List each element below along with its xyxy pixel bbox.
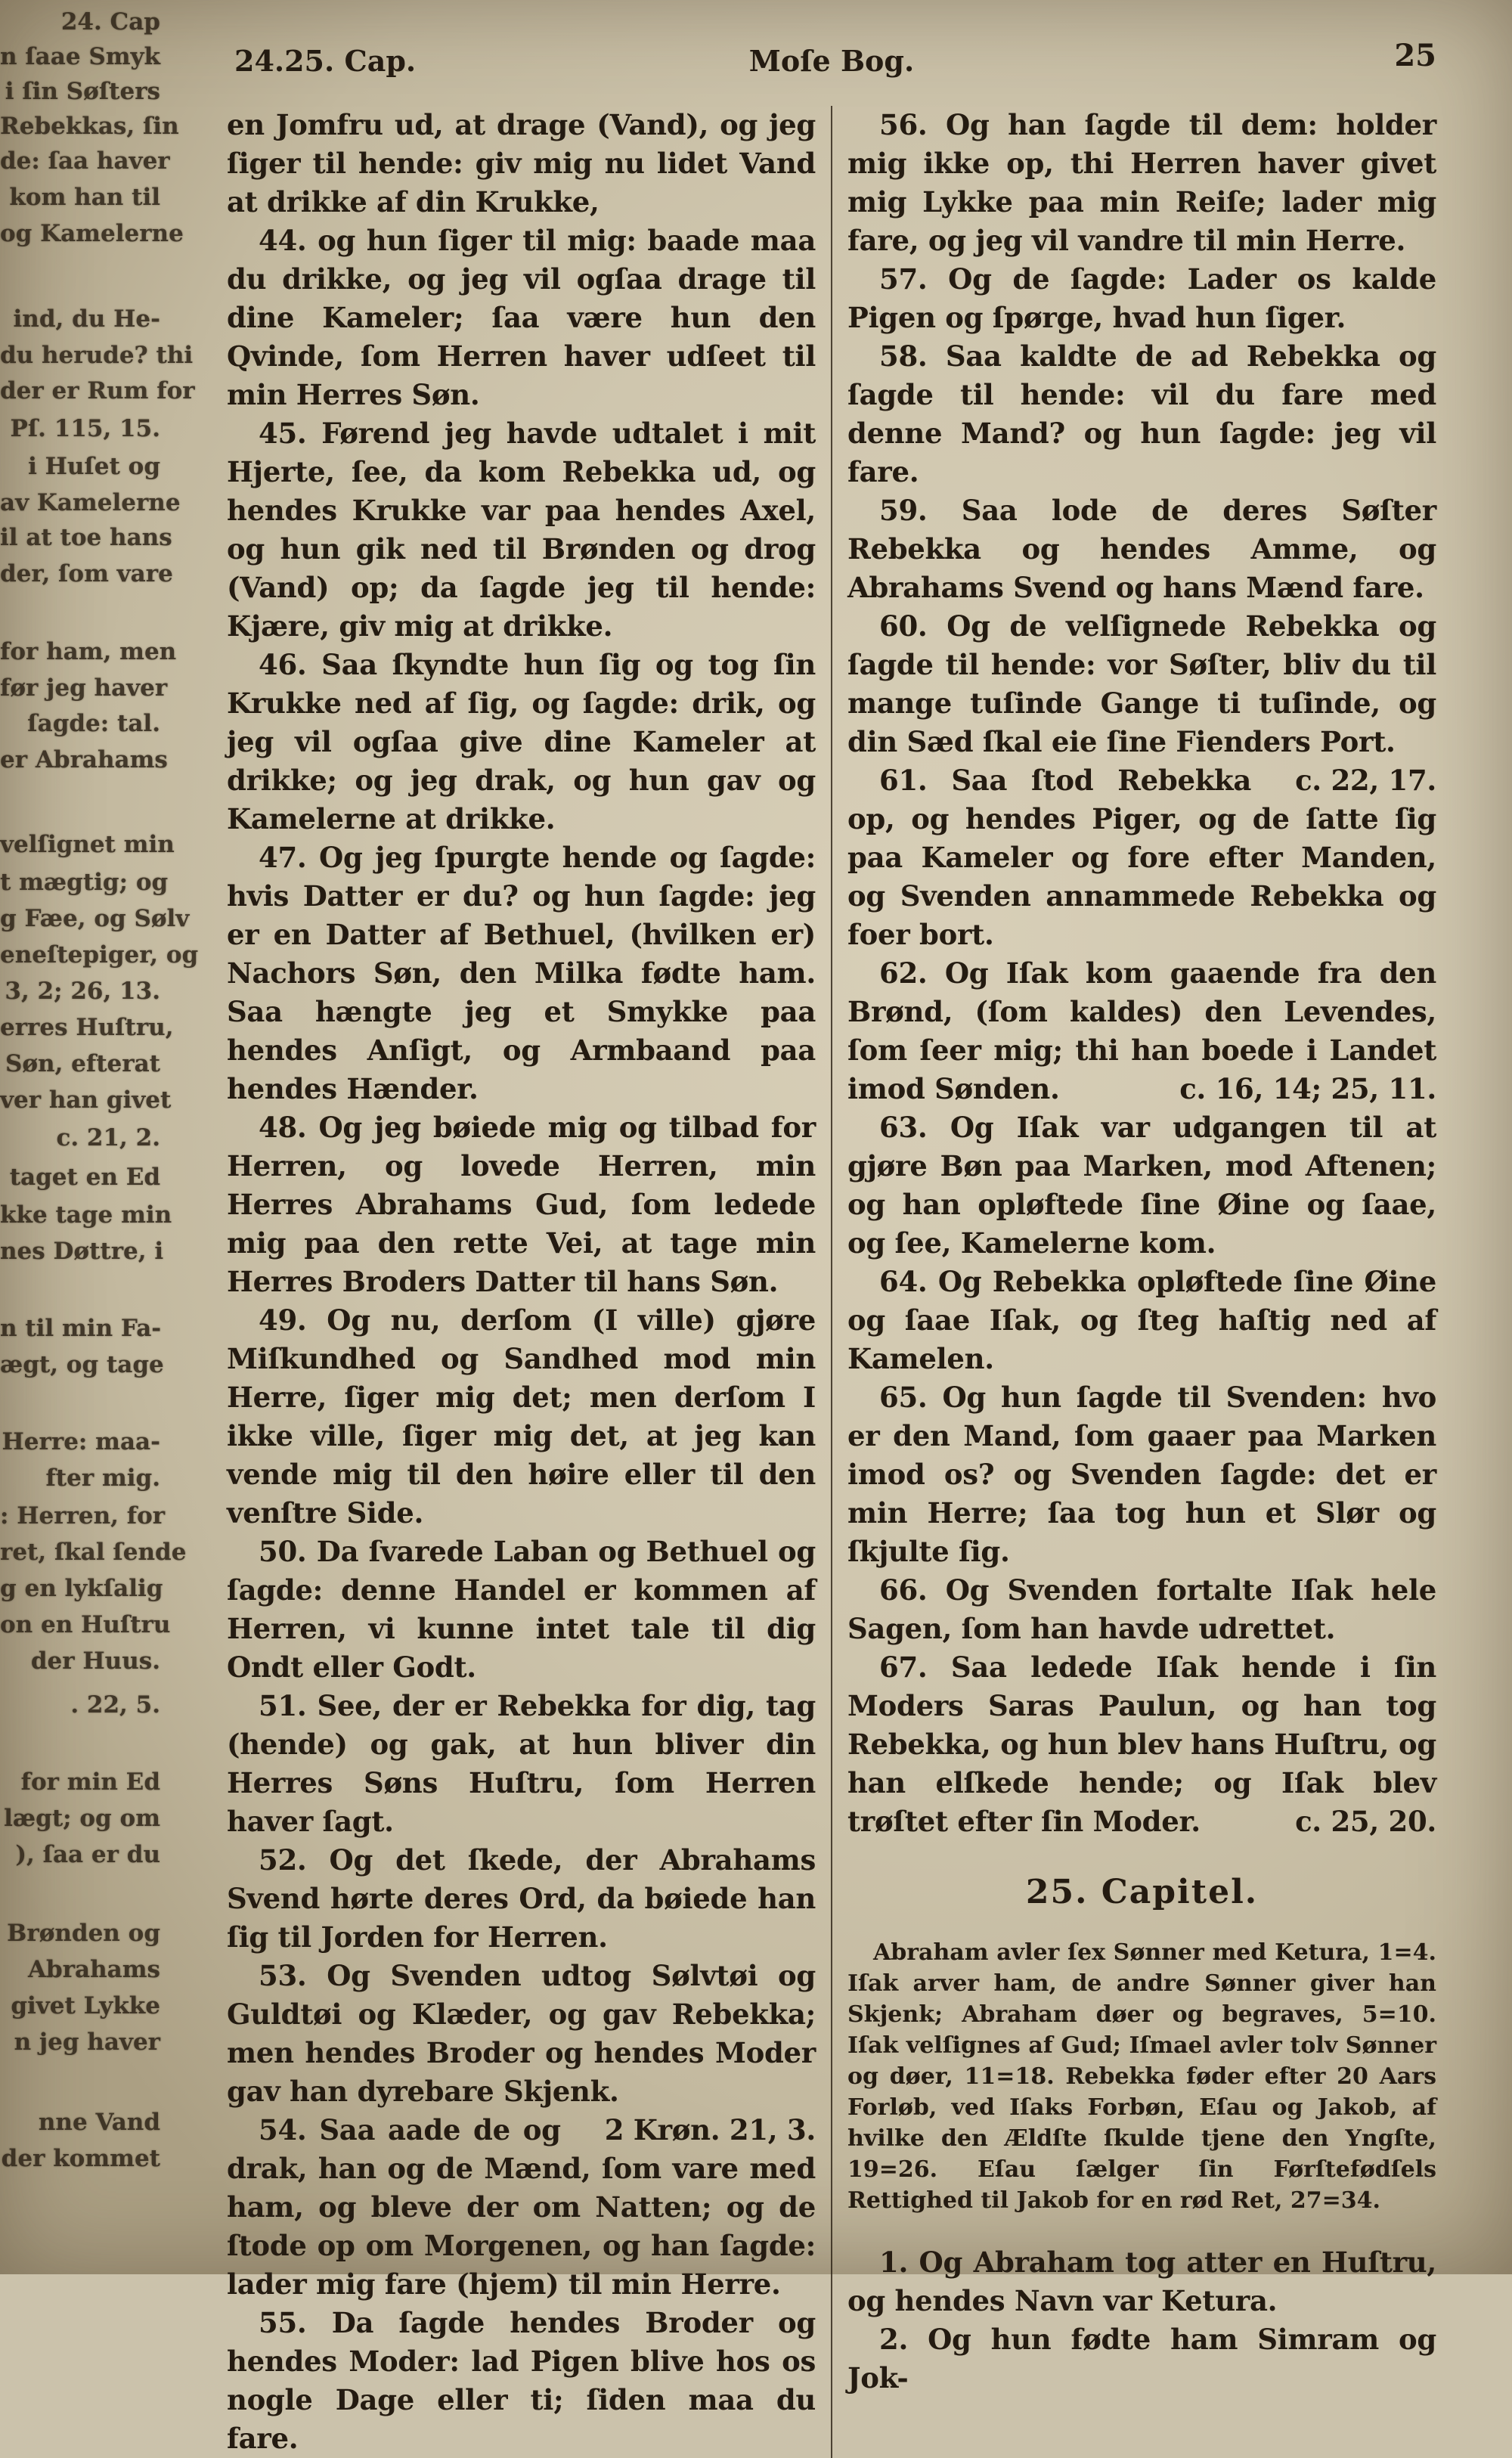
verse-paragraph: 54. Saa aade de og drak, han og de Mænd, ſom vare med ham, og bleve der om Natten; og de ſtode op om Morgenen, og han ſagde: lader mig fare (hjem) til min Herre.: [227, 2111, 816, 2304]
gutter-fragment-text: ind, du He-: [0, 306, 160, 332]
gutter-fragment-text: t mægtig; og: [0, 869, 160, 895]
gutter-fragment-text: er Abrahams: [0, 747, 160, 773]
scripture-cross-reference: c. 22, 17.: [1251, 761, 1436, 800]
header-chapter-label: 24.25. Cap.: [234, 44, 416, 78]
gutter-fragment-text: kom han til: [0, 184, 160, 210]
gutter-fragment-text: Rebekkas, ſin: [0, 113, 160, 139]
chapter-heading: 25. Capitel.: [847, 1873, 1436, 1911]
gutter-fragment-text: n ſaae Smyk: [0, 44, 160, 70]
gutter-fragment-text: n jeg haver: [0, 2029, 160, 2055]
gutter-fragment-text: lægt; og om: [0, 1806, 160, 1831]
verse-paragraph: 59. Saa lode de deres Søſter Rebekka og hendes Amme, og Abrahams Svend og hans Mænd fare.: [847, 491, 1436, 607]
verse-paragraph: 57. Og de ſagde: Lader os kalde Pigen og ſpørge, hvad hun ſiger.: [847, 260, 1436, 337]
verse-paragraph: 63. Og Iſak var udgangen til at gjøre Bøn paa Marken, mod Aftenen; og han opløftede ſine Øine og ſaae, og ſee, Kamelerne kom.: [847, 1108, 1436, 1263]
gutter-fragment-text: 24. Cap: [0, 9, 160, 35]
right-column: [847, 106, 1436, 2458]
facing-page-edge: [0, 0, 197, 2274]
gutter-fragment-text: fter mig.: [0, 1465, 160, 1491]
gutter-fragment-text: du herude? thi: [0, 343, 160, 368]
verse-paragraph: 47. Og jeg ſpurgte hende og ſagde: hvis Datter er du? og hun ſagde: jeg er en Datter af Bethuel, (hvilken er) Nachors Søn, den Milka fødte ham. Saa hængte jeg et Smykke paa hendes Anſigt, og Armbaand paa hendes Hænder.: [227, 838, 816, 1108]
gutter-fragment-text: . 22, 5.: [0, 1692, 160, 1718]
gutter-fragment-text: ), ſaa er du: [0, 1842, 160, 1868]
gutter-fragment-text: g Fæe, og Sølv: [0, 906, 160, 931]
gutter-fragment-text: ægt, og tage: [0, 1352, 160, 1378]
gutter-fragment-text: Abrahams: [0, 1957, 160, 1982]
verse-paragraph: 62. Og Iſak kom gaaende fra den Brønd, (ſom kaldes) den Levendes, ſom ſeer mig; thi han boede i Landet imod Sønden. c. 16, 14; 25, 11.: [847, 954, 1436, 1108]
page-content: [227, 44, 1436, 2458]
verse-paragraph: 58. Saa kaldte de ad Rebekka og ſagde til hende: vil du fare med denne Mand? og hun ſagde: jeg vil fare.: [847, 337, 1436, 491]
verse-paragraph: 64. Og Rebekka opløftede ſine Øine og ſaae Iſak, og ſteg haſtig ned af Kamelen.: [847, 1263, 1436, 1378]
page-number: 25: [1394, 38, 1436, 73]
gutter-fragment-text: on en Huſtru: [0, 1612, 160, 1638]
verse-paragraph: 53. Og Svenden udtog Sølvtøi og Guldtøi og Klæder, og gav Rebekka; men hendes Broder og hendes Moder gav han dyrebare Skjenk. 2 Krøn. 21, 3.: [227, 1957, 816, 2111]
gutter-fragment-text: 3, 2; 26, 13.: [0, 978, 160, 1004]
verse-paragraph: 2. Og hun fødte ham Simram og Jok-: [847, 2320, 1436, 2398]
scripture-cross-reference: c. 16, 14; 25, 11.: [1136, 1070, 1436, 1108]
verse-paragraph: 66. Og Svenden fortalte Iſak hele Sagen, ſom han havde udrettet.: [847, 1571, 1436, 1648]
gutter-fragment-text: nne Vand: [0, 2109, 160, 2135]
verse-paragraph: 60. Og de velſignede Rebekka og ſagde til hende: vor Søſter, bliv du til mange tuſinde Gange ti tuſinde, og din Sæd ſkal eie ſine Fienders Port. c. 22, 17.: [847, 607, 1436, 761]
verse-paragraph: 45. Førend jeg havde udtalet i mit Hjerte, ſee, da kom Rebekka ud, og hendes Krukke var paa hendes Axel, og hun gik ned til Brønden og drog (Vand) op; da ſagde jeg til hende: Kjære, giv mig at drikke.: [227, 414, 816, 646]
gutter-fragment-text: der Huus.: [0, 1648, 160, 1674]
verse-paragraph: 51. See, der er Rebekka for dig, tag (hende) og gak, at hun bliver din Herres Søns Huſtru, ſom Herren haver ſagt.: [227, 1687, 816, 1841]
gutter-fragment-text: for min Ed: [0, 1769, 160, 1795]
verse-paragraph: 48. Og jeg bøiede mig og tilbad for Herren, og lovede Herren, min Herres Abrahams Gud, ſom ledede mig paa den rette Vei, at tage min Herres Broders Datter til hans Søn.: [227, 1108, 816, 1301]
verse-paragraph: 67. Saa ledede Iſak hende i ſin Moders Saras Paulun, og han tog Rebekka, og hun blev hans Huſtru, og han elſkede hende; og Iſak blev trøſtet efter ſin Moder. c. 25, 20.: [847, 1648, 1436, 1841]
gutter-fragment-text: der er Rum for: [0, 378, 160, 404]
gutter-fragment-text: i Huſet og: [0, 454, 160, 479]
verse-paragraph: 56. Og han ſagde til dem: holder mig ikke op, thi Herren haver givet mig Lykke paa min Reiſe; lader mig fare, og jeg vil vandre til min Herre.: [847, 106, 1436, 260]
chapter-summary: Abraham avler ſex Sønner med Ketura, 1=4. Iſak arver ham, de andre Sønner giver han Skjenk; Abraham døer og begraves, 5=10. Iſak velſignes af Gud; Iſmael avler tolv Sønner og døer, 11=18. Rebekka føder efter 20 Aars Forløb, ved Iſaks Forbøn, Eſau og Jakob, af hvilke den Ældſte ſkulde tjene den Yngſte, 19=26. Eſau ſælger ſin Førſtefødſels Rettighed til Jakob for en rød Ret, 27=34.: [847, 1937, 1436, 2216]
gutter-fragment-text: for ham, men: [0, 639, 160, 665]
gutter-fragment-text: Brønden og: [0, 1920, 160, 1946]
gutter-fragment-text: givet Lykke: [0, 1993, 160, 2019]
gutter-fragment-text: g en lykſalig: [0, 1576, 160, 1601]
gutter-fragment-text: il at toe hans: [0, 525, 160, 550]
gutter-fragment-text: i ſin Søſters: [0, 79, 160, 104]
verse-paragraph: 1. Og Abraham tog atter en Huſtru, og hendes Navn var Ketura.: [847, 2243, 1436, 2320]
verse-paragraph: 44. og hun ſiger til mig: baade maa du drikke, og jeg vil ogſaa drage til dine Kameler; ſaa være hun den Qvinde, ſom Herren haver udſeet til min Herres Søn.: [227, 222, 816, 414]
gutter-fragment-text: ret, ſkal ſende: [0, 1539, 160, 1565]
gutter-fragment-text: og Kamelerne: [0, 221, 160, 246]
gutter-fragment-text: der kommet: [0, 2146, 160, 2171]
verse-paragraph: 46. Saa ſkyndte hun ſig og tog ſin Krukke ned af ſig, og ſagde: drik, og jeg vil ogſaa give dine Kameler at drikke; og jeg drak, og hun gav og Kamelerne at drikke.: [227, 646, 816, 838]
gutter-fragment-text: de: ſaa haver: [0, 148, 160, 174]
gutter-fragment-text: c. 21, 2.: [0, 1125, 160, 1151]
gutter-fragment-text: eneſtepiger, og: [0, 942, 160, 968]
gutter-fragment-text: ſagde: tal.: [0, 711, 160, 736]
gutter-fragment-text: : Herren, for: [0, 1503, 160, 1529]
column-divider: [831, 106, 832, 2458]
gutter-fragment-text: Søn, efterat: [0, 1051, 160, 1077]
gutter-fragment-text: før jeg haver: [0, 675, 160, 701]
gutter-fragment-text: nes Døttre, i: [0, 1238, 160, 1264]
verse-paragraph: 50. Da ſvarede Laban og Bethuel og ſagde: denne Handel er kommen af Herren, vi kunne intet tale til dig Ondt eller Godt.: [227, 1533, 816, 1687]
verse-paragraph: 55. Da ſagde hendes Broder og hendes Moder: lad Pigen blive hos os nogle Dage eller ti; ſiden maa du fare.: [227, 2304, 816, 2458]
gutter-fragment-text: av Kamelerne: [0, 490, 160, 516]
left-column: [227, 106, 816, 2458]
gutter-fragment-text: velſignet min: [0, 832, 160, 857]
header-book-title: Moſe Bog.: [227, 44, 1436, 78]
verse-paragraph: 52. Og det ſkede, der Abrahams Svend hørte deres Ord, da bøiede han ſig til Jorden for Herren.: [227, 1841, 816, 1957]
continuation-paragraph: en Jomfru ud, at drage (Vand), og jeg ſiger til hende: giv mig nu lidet Vand at drikke af din Krukke,: [227, 106, 816, 222]
verse-paragraph: 49. Og nu, derſom (I ville) gjøre Miſkundhed og Sandhed mod min Herre, ſiger mig det; men derſom I ikke ville, ſiger mig det, at jeg kan vende mig til den høire eller til den venſtre Side.: [227, 1301, 816, 1533]
gutter-fragment-text: kke tage min: [0, 1202, 160, 1228]
gutter-fragment-text: Pſ. 115, 15.: [0, 416, 160, 442]
verse-paragraph: 61. Saa ſtod Rebekka op, og hendes Piger, og de ſatte ſig paa Kameler og fore efter Manden, og Svenden annammede Rebekka og foer bort.: [847, 761, 1436, 954]
gutter-fragment-text: ver han givet: [0, 1087, 160, 1113]
gutter-fragment-text: n til min Fa-: [0, 1316, 160, 1341]
text-columns: [227, 106, 1436, 2458]
verse-paragraph: 65. Og hun ſagde til Svenden: hvo er den Mand, ſom gaaer paa Marken imod os? og Svenden ſagde: det er min Herre; ſaa tog hun et Slør og ſkjulte ſig.: [847, 1378, 1436, 1571]
running-header: [227, 44, 1436, 83]
gutter-fragment-text: erres Huſtru,: [0, 1015, 160, 1040]
gutter-fragment-text: Herre: maa-: [0, 1429, 160, 1455]
gutter-fragment-text: taget en Ed: [0, 1164, 160, 1190]
scripture-cross-reference: 2 Krøn. 21, 3.: [561, 2111, 816, 2150]
scripture-cross-reference: c. 25, 20.: [1251, 1802, 1436, 1841]
gutter-fragment-text: der, ſom vare: [0, 561, 160, 587]
